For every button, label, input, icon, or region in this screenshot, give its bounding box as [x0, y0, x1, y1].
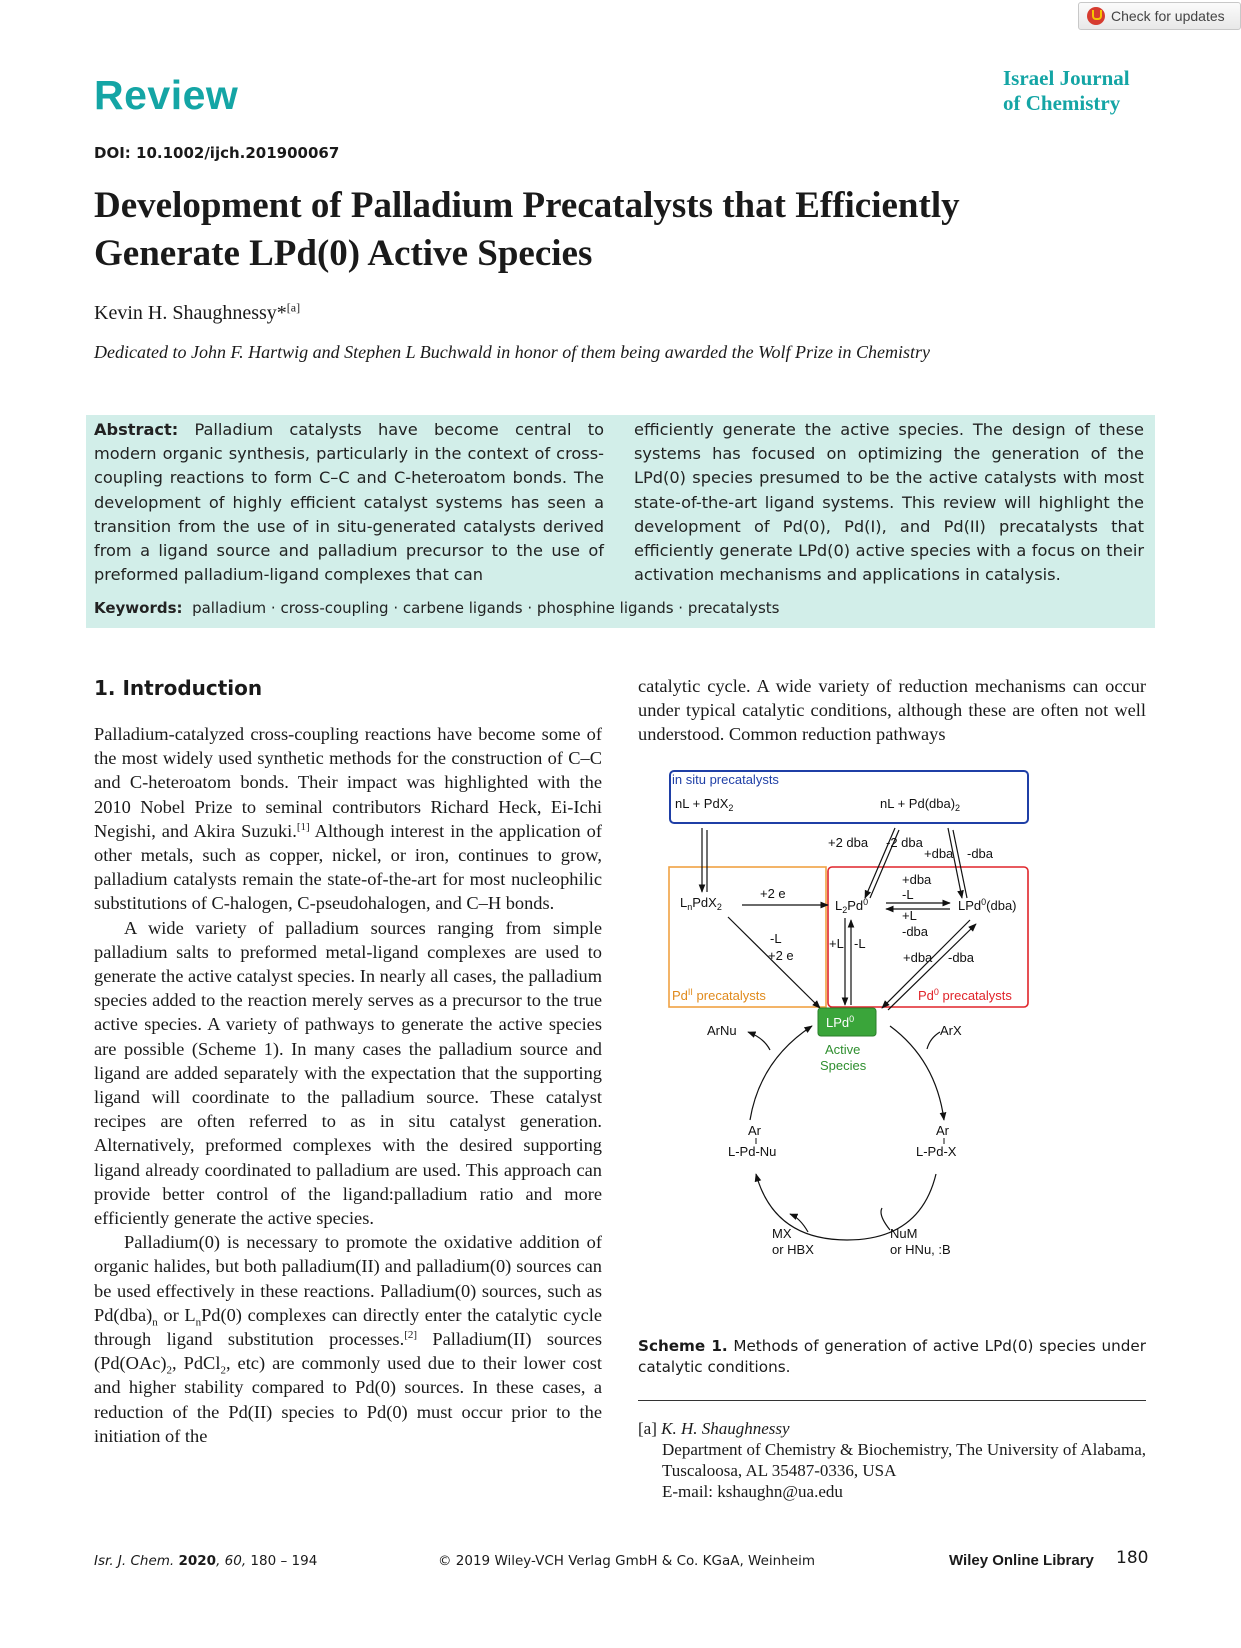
paragraph-2: A wide variety of palladium sources ranging from simple palladium salts to preformed metal-ligand complexes are used to generate the active catalyst species. In nearly all cases, the palladium species added to the reaction merely serves as a precursor to the true active species. A variety of pathways to generate the active species are possible (Scheme 1). In many cases the palladium source and ligand are added separately with the expectation that the supporting ligand will coordinate to the palladium source. These catalyst recipes are often referred to as in situ catalyst generation. Alternatively, preformed complexes with the desired supporting ligand already coordinated to palladium are used. This approach can provide better control of the ligand:palladium ratio and more efficiently generate the active species.	[94, 917, 602, 1229]
keywords	[94, 599, 780, 617]
scheme-caption-text: Methods of generation of active LPd(0) species under catalytic conditions.	[638, 1337, 1146, 1376]
p3-text: Palladium(II) sources (Pd(OAc)	[94, 1329, 602, 1374]
author-name: Kevin H. Shaughnessy*	[94, 302, 287, 324]
p3-text: Palladium(0) is necessary to promote the oxidative addition of organic halides, but both palladium(II) and palladium(0) sources can be used effectively in these reactions. Palladium(0) sources, such as Pd(dba)	[94, 1232, 602, 1325]
author-affiliation-ref[interactable]: [a]	[286, 300, 301, 315]
scheme-caption-label: Scheme 1.	[638, 1337, 728, 1355]
svg-text:+dba: +dba	[902, 872, 932, 887]
svg-text:MX: MX	[772, 1226, 792, 1241]
abstract-text-left: Palladium catalysts have become central to modern organic synthesis, particularly in the context of cross-coupling reactions to form C–C and C-heteroatom bonds. The development of highly efficient catalyst systems has seen a transition from the use of in situ-generated catalysts derived from a ligand source and palladium precursor to the use of preformed palladium-ligand complexes that can	[94, 420, 604, 585]
p3-text: , PdCl	[172, 1353, 221, 1374]
p3-text: Pd(0) complexes can directly enter the catalytic cycle through ligand substitution processes.	[94, 1304, 603, 1350]
affiliation-footnote	[638, 1418, 1146, 1502]
svg-text:ArX: ArX	[940, 1023, 962, 1038]
article-title	[94, 182, 1154, 278]
section-heading-introduction: 1. Introduction	[94, 676, 263, 700]
citation-volume: , 60,	[216, 1553, 247, 1569]
keywords-list: palladium · cross-coupling · carbene ligands · phosphine ligands · precatalysts	[192, 599, 780, 617]
body-left-column	[94, 722, 602, 1448]
svg-text:-dba: -dba	[948, 950, 975, 965]
keywords-label: Keywords:	[94, 599, 183, 617]
doi: DOI: 10.1002/ijch.201900067	[94, 144, 340, 162]
in-situ-label: in situ precatalysts	[672, 772, 779, 787]
svg-text:-L: -L	[770, 931, 782, 946]
svg-text:Ar: Ar	[936, 1123, 949, 1138]
svg-text:Species: Species	[820, 1058, 867, 1073]
svg-text:-2 dba: -2 dba	[886, 835, 923, 850]
abstract-left-column	[94, 418, 604, 587]
wiley-online-library-link[interactable]: Wiley Online Library	[949, 1552, 1094, 1569]
scheme-1-diagram	[672, 772, 1090, 1320]
citation-pages: 180 – 194	[246, 1553, 318, 1569]
svg-text:-dba: -dba	[902, 924, 929, 939]
lpd0-active: LPd$^0$	[826, 1014, 855, 1030]
svg-text:-L: -L	[854, 936, 866, 951]
nl-pdx2: nL + PdX$_2$	[675, 796, 734, 813]
svg-text:or HBX: or HBX	[772, 1242, 814, 1257]
svg-text:Active: Active	[825, 1042, 861, 1057]
check-for-updates-button[interactable]	[1078, 2, 1241, 30]
l2pd0: $L_2Pd^0$	[835, 897, 869, 915]
dedication: Dedicated to John F. Hartwig and Stephen L Buchwald in honor of them being awarded the Wolf Prize in Chemistry	[94, 342, 930, 362]
author-line	[94, 302, 300, 325]
footnote-divider	[638, 1400, 1146, 1401]
svg-text:+L: +L	[829, 936, 844, 951]
svg-text:-L: -L	[902, 887, 914, 902]
p1-text: Palladium-catalyzed cross-coupling reactions have become some of the most widely used synthetic methods for the construction of C–C and C-heteroatom bonds. Their impact was highlighted with the 2010 Nobel Prize to seminal contributors Richard Heck, Ei-Ichi Negishi, and Akira Suzuki.	[94, 724, 602, 841]
svg-text:ArNu: ArNu	[707, 1023, 737, 1038]
citation-year: 2020	[178, 1553, 217, 1569]
check-for-updates-label: Check for updates	[1111, 8, 1225, 24]
svg-text:or HNu, :B: or HNu, :B	[890, 1242, 951, 1257]
svg-text:-dba: -dba	[967, 846, 994, 861]
abstract-right-column	[634, 418, 1144, 587]
affiliation-email[interactable]: E-mail: kshaughn@ua.edu	[662, 1482, 843, 1501]
p1-text-cont: Although interest in the application of other metals, such as copper, nickel, or iron, continues to grow, palladium catalysts remain the state-of-the-art for most nucleophilic substitutions of C-halogen, C-pseudohalogen, and C–H bonds.	[94, 820, 602, 914]
page-number: 180	[1116, 1548, 1149, 1568]
crossmark-icon	[1087, 7, 1105, 25]
paragraph-1	[94, 722, 602, 916]
journal-line-1: Israel Journal	[1003, 66, 1130, 90]
lpd0-dba: LPd$^0$(dba)	[958, 897, 1017, 913]
svg-text:+dba: +dba	[924, 846, 954, 861]
body-right-column	[638, 674, 1146, 747]
svg-text:+dba: +dba	[903, 950, 933, 965]
svg-text:+2 e: +2 e	[768, 948, 794, 963]
pd2-precatalysts-label: $Pd^{II}$ precatalysts	[672, 987, 766, 1003]
title-line-2: Generate LPd(0) Active Species	[94, 233, 593, 274]
l-pd-nu: L-Pd-Nu	[728, 1144, 777, 1159]
svg-text:NuM: NuM	[890, 1226, 918, 1241]
journal-abbrev: Isr. J. Chem.	[94, 1553, 175, 1569]
l-pd-x: L-Pd-X	[916, 1144, 957, 1159]
svg-text:+2 dba: +2 dba	[828, 835, 869, 850]
ref-1[interactable]: [1]	[296, 820, 310, 833]
svg-text:+L: +L	[902, 908, 917, 923]
journal-line-2: of Chemistry	[1003, 91, 1121, 115]
subscript: n	[195, 1316, 202, 1329]
subscript: 2	[166, 1364, 173, 1377]
svg-text:Ar: Ar	[748, 1123, 761, 1138]
lnpdx2: $L_nPdX_2$	[680, 895, 722, 912]
subscript: n	[152, 1316, 158, 1329]
scheme-caption	[638, 1336, 1146, 1378]
title-line-1: Development of Palladium Precatalysts that Efficiently	[94, 185, 960, 226]
affiliation-name: K. H. Shaughnessy	[661, 1419, 790, 1438]
ref-2[interactable]: [2]	[404, 1328, 418, 1341]
footer-citation	[94, 1553, 317, 1569]
svg-text:+2 e: +2 e	[760, 886, 786, 901]
affiliation-address: Department of Chemistry & Biochemistry, The University of Alabama, Tuscaloosa, AL 35487-0336, USA	[662, 1440, 1146, 1480]
paragraph-3	[94, 1230, 602, 1448]
section-label: Review	[94, 72, 239, 118]
p3-text: or L	[157, 1304, 196, 1325]
abstract-text-right: efficiently generate the active species. The design of these systems has focused on optimizing the generation of the LPd(0) species presumed to be the active catalysts with most state-of-the-art ligand systems. This review will highlight the development of Pd(0), Pd(I), and Pd(II) precatalysts that efficiently generate LPd(0) active species with a focus on their activation mechanisms and applications in catalysis.	[634, 420, 1144, 585]
p3-text: , etc) are commonly used due to their lower cost and higher stability compared to Pd(0) sources. In these cases, a reduction of the Pd(II) species to Pd(0) must occur prior to the initiation of the	[94, 1353, 602, 1446]
subscript: 2	[220, 1364, 226, 1377]
nl-pddba2: nL + $Pd(dba)_2$	[880, 796, 961, 813]
footer-copyright: © 2019 Wiley-VCH Verlag GmbH & Co. KGaA, Weinheim	[438, 1553, 815, 1569]
pd0-precatalysts-label: Pd$^0$ precatalysts	[918, 987, 1012, 1003]
affiliation-marker: [a]	[638, 1419, 657, 1438]
journal-logo	[1003, 66, 1130, 116]
abstract-label: Abstract:	[94, 420, 179, 439]
paragraph-right-1: catalytic cycle. A wide variety of reduction mechanisms can occur under typical catalytic conditions, although these are often not well understood. Common reduction pathways	[638, 676, 1146, 745]
